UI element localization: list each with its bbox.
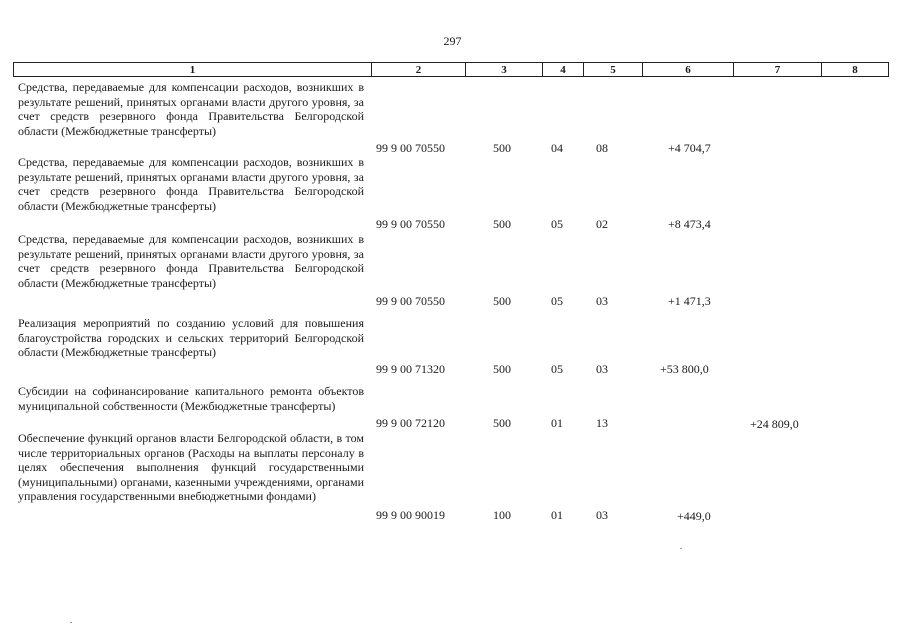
row-code: 99 9 00 72120 bbox=[376, 416, 445, 430]
page-number: 297 bbox=[443, 34, 462, 48]
row-code: 99 9 00 90019 bbox=[376, 508, 445, 522]
row-section: 01 bbox=[551, 416, 563, 430]
row-section: 01 bbox=[551, 508, 563, 522]
column-header-6: 6 bbox=[643, 63, 734, 76]
table-header bbox=[13, 62, 889, 77]
column-header-8: 8 bbox=[852, 64, 858, 76]
row-expense-type: 500 bbox=[493, 362, 511, 376]
column-header-1: 1 bbox=[14, 63, 372, 76]
row-code: 99 9 00 70550 bbox=[376, 217, 445, 231]
row-subsection: 13 bbox=[596, 416, 608, 430]
row-code: 99 9 00 70550 bbox=[376, 294, 445, 308]
row-expense-type: 500 bbox=[493, 217, 511, 231]
row-subsection: 08 bbox=[596, 141, 608, 155]
row-amount-col6: +53 800,0 bbox=[660, 362, 709, 376]
row-expense-type: 500 bbox=[493, 294, 511, 308]
row-section: 05 bbox=[551, 294, 563, 308]
row-expense-type: 500 bbox=[493, 141, 511, 155]
row-section: 05 bbox=[551, 217, 563, 231]
row-expense-type: 500 bbox=[493, 416, 511, 430]
row-amount-col6: +8 473,4 bbox=[668, 217, 711, 231]
row-subsection: 02 bbox=[596, 217, 608, 231]
row-description: Средства, передаваемые для компенсации расходов, возникших в результате решений, принятых органами власти другого уровня, за счет средств резервного фонда Правительства Белгородской области (Межбюджетные трансферты) bbox=[18, 232, 364, 290]
row-description: Средства, передаваемые для компенсации расходов, возникших в результате решений, принятых органами власти другого уровня, за счет средств резервного фонда Правительства Белгородской области (Межбюджетные трансферты) bbox=[18, 155, 364, 213]
row-subsection: 03 bbox=[596, 294, 608, 308]
row-subsection: 03 bbox=[596, 362, 608, 376]
column-header-7: 7 bbox=[734, 63, 822, 76]
row-subsection: 03 bbox=[596, 508, 608, 522]
row-amount-col6: +449,0 bbox=[677, 509, 711, 523]
column-header-5: 5 bbox=[584, 63, 643, 76]
row-code: 99 9 00 70550 bbox=[376, 141, 445, 155]
row-section: 04 bbox=[551, 141, 563, 155]
row-expense-type: 100 bbox=[493, 508, 511, 522]
scan-speck bbox=[680, 548, 682, 549]
row-code: 99 9 00 71320 bbox=[376, 362, 445, 376]
column-header-3: 3 bbox=[466, 63, 543, 76]
row-amount-col7: +24 809,0 bbox=[750, 417, 799, 431]
row-amount-col6: +1 471,3 bbox=[668, 294, 711, 308]
row-description: Субсидии на софинансирование капитального ремонта объектов муниципальной собственности (Межбюджетные трансферты) bbox=[18, 384, 364, 413]
column-header-4: 4 bbox=[543, 63, 584, 76]
scan-speck bbox=[70, 622, 72, 623]
row-description: Средства, передаваемые для компенсации расходов, возникших в результате решений, принятых органами власти другого уровня, за счет средств резервного фонда Правительства Белгородской области (Межбюджетные трансферты) bbox=[18, 80, 364, 138]
row-description: Обеспечение функций органов власти Белгородской области, в том числе территориальных органов (Расходы на выплаты персоналу в целях обеспечения выполнения функций государственными (муниципальными) органами, казенными учреждениями, органами управления государственными внебюджетными фондами) bbox=[18, 431, 364, 504]
row-description: Реализация мероприятий по созданию условий для повышения благоустройства городских и сельских территорий Белгородской области (Межбюджетные трансферты) bbox=[18, 316, 364, 360]
row-amount-col6: +4 704,7 bbox=[668, 141, 711, 155]
column-header-2: 2 bbox=[372, 63, 466, 76]
row-section: 05 bbox=[551, 362, 563, 376]
